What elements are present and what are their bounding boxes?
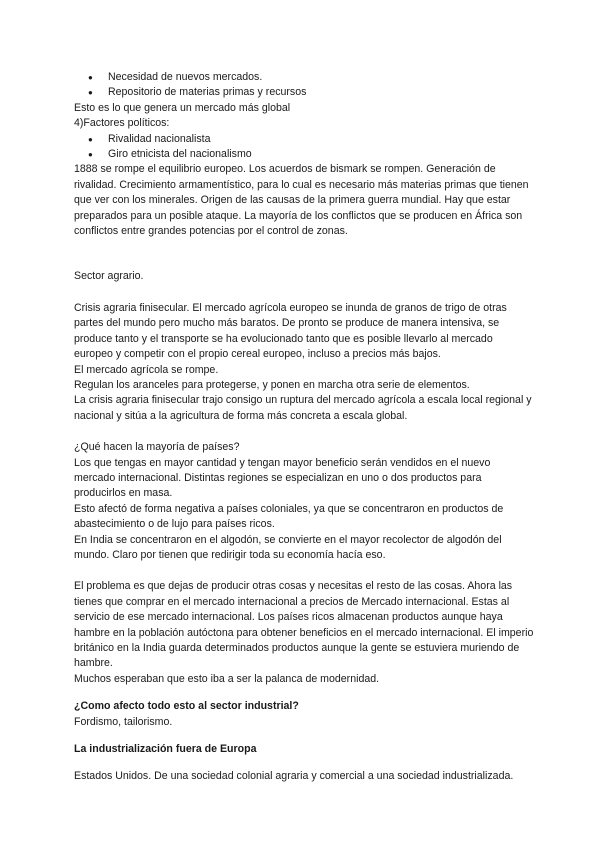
paragraph-problema: El problema es que dejas de producir otras cosas y necesitas el resto de las cosas. Ahora las tienes que comprar en el mercado internacional a precios de Mercado internacional. Estas al servicio de ese mercado internacional. Los países ricos almacenan productos aunque haya hambre en la población autóctona para obtener beneficios en el mercado internacional. El imperio británico en la India guarda determinados productos aunque la gente se estuviera muriendo de hambre. xyxy=(74,580,534,670)
line-mercado-rompe: El mercado agrícola se rompe. xyxy=(74,363,219,376)
spacer xyxy=(74,563,534,579)
heading-industrializacion: La industrialización fuera de Europa xyxy=(74,743,257,756)
spacer xyxy=(74,285,534,301)
line-aranceles: Regulan los aranceles para protegerse, y ponen en marcha otra serie de elementos. xyxy=(74,378,470,391)
global-market-line: Esto es lo que genera un mercado más global xyxy=(74,101,291,114)
paragraph-eeuu: Estados Unidos. De una sociedad colonial agraria y comercial a una sociedad industrializada. xyxy=(74,770,514,783)
spacer xyxy=(74,239,534,269)
question-industrial: ¿Como afecto todo esto al sector industrial? xyxy=(74,700,299,713)
bullet-item: ● Repositorio de materias primas y recursos xyxy=(74,85,534,100)
spacer xyxy=(74,687,534,699)
paragraph-ruptura: La crisis agraria finisecular trajo consigo un ruptura del mercado agrícola a escala local regional y nacional y sitúa a la agricultura de forma más concreta a escala global. xyxy=(74,394,532,422)
paragraph-crisis: Crisis agraria finisecular. El mercado agrícola europeo se inunda de granos de trigo de otras partes del mundo pero mucho más baratos. De pronto se produce de manera intensiva, se produce tanto y el transporte se ha evolucionado tanto que es posible llevarlo al mercado europeo y competir con el propio cereal europeo, incluso a precios más bajos. xyxy=(74,301,507,361)
line-fordismo: Fordismo, tailorismo. xyxy=(74,715,173,728)
bullet-item: ● Necesidad de nuevos mercados. xyxy=(74,70,534,85)
paragraph-coloniales: Esto afectó de forma negativa a países coloniales, ya que se concentraron en productos de abastecimiento o de lujo para países ricos. xyxy=(74,502,504,531)
sector-agrario-heading: Sector agrario. xyxy=(74,270,144,283)
bullet-item: ● Rivalidad nacionalista xyxy=(74,132,534,147)
political-bullet-list xyxy=(74,132,534,163)
causes-bullet-list xyxy=(74,70,534,101)
spacer xyxy=(74,424,534,440)
paragraph-1888: 1888 se rompe el equilibrio europeo. Los acuerdos de bismark se rompen. Generación de rivalidad. Crecimiento armamentístico, para lo cual es necesario más materias primas que tienen que ver con los minerales. Origen de las causas de la primera guerra mundial. Hay que estar preparados para un posible ataque. La mayoría de los conflictos que se producen en África son conflictos entre grandes potencias por el control de zonas. xyxy=(74,163,529,238)
spacer xyxy=(74,757,534,769)
paragraph-cantidad: Los que tengas en mayor cantidad y tengan mayor beneficio serán vendidos en el nuevo mercado internacional. Distintas regiones se especializan en uno o dos productos para producirlos en masa. xyxy=(74,456,491,500)
document-content xyxy=(74,70,534,785)
political-factors-heading: 4)Factores políticos: xyxy=(74,117,170,130)
line-muchos: Muchos esperaban que esto iba a ser la palanca de modernidad. xyxy=(74,672,380,685)
spacer xyxy=(74,730,534,742)
paragraph-india: En India se concentraron en el algodón, se convierte en el mayor recolector de algodón del mundo. Claro por tienen que redirigir toda su economía hacía eso. xyxy=(74,533,502,561)
bullet-item: ● Giro etnicista del nacionalismo xyxy=(74,147,534,162)
question-paises: ¿Qué hacen la mayoría de países? xyxy=(74,441,240,454)
